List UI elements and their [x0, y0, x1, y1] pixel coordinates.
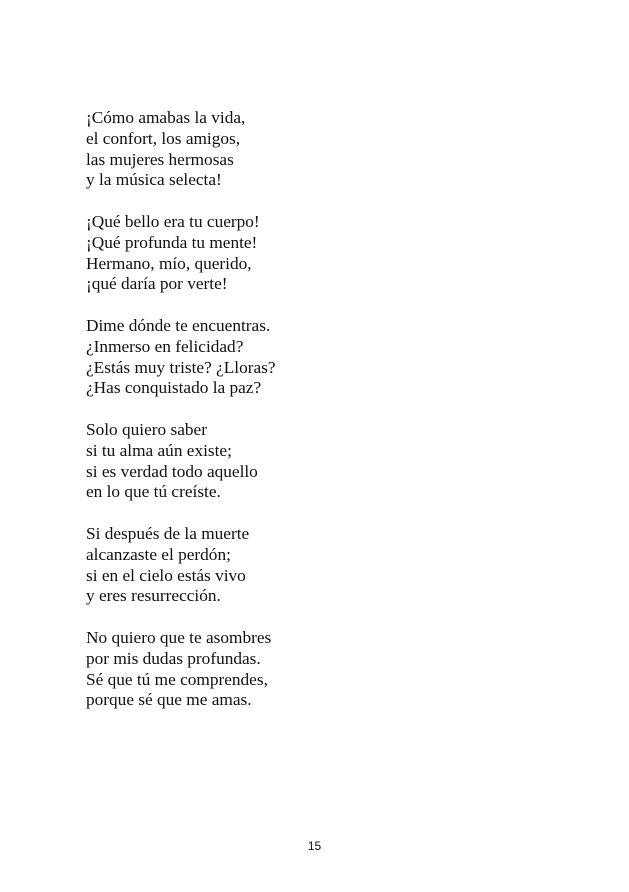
poem-line: ¿Estás muy triste? ¿Lloras? — [86, 357, 276, 377]
poem-line: las mujeres hermosas — [86, 149, 234, 169]
poem-line: ¿Inmerso en felicidad? — [86, 336, 244, 356]
poem-line: si en el cielo estás vivo — [86, 565, 246, 585]
stanza-1 — [86, 108, 546, 191]
poem-line: ¡Cómo amabas la vida, — [86, 108, 246, 127]
poem-line: y eres resurrección. — [86, 586, 221, 606]
poem-line: Solo quiero saber — [86, 419, 207, 439]
poem-line: por mis dudas profundas. — [86, 648, 261, 668]
poem-body — [86, 108, 546, 732]
poem-line: ¡Qué bello era tu cuerpo! — [86, 211, 260, 231]
poem-line: No quiero que te asombres — [86, 627, 272, 647]
stanza-2 — [86, 212, 546, 295]
poem-line: y la música selecta! — [86, 170, 222, 190]
poem-line: si tu alma aún existe; — [86, 440, 232, 460]
page-number: 15 — [307, 839, 322, 853]
poem-line: alcanzaste el perdón; — [86, 544, 231, 564]
poem-line: porque sé que me amas. — [86, 690, 252, 710]
poem-line: Si después de la muerte — [86, 523, 250, 543]
poem-line: Hermano, mío, querido, — [86, 253, 252, 273]
stanza-6 — [86, 628, 546, 711]
poem-line: en lo que tú creíste. — [86, 482, 221, 502]
stanza-3 — [86, 316, 546, 399]
poem-line: Dime dónde te encuentras. — [86, 315, 271, 335]
poem-line: el confort, los amigos, — [86, 128, 241, 148]
poem-line: ¡Qué profunda tu mente! — [86, 232, 258, 252]
poem-line: si es verdad todo aquello — [86, 461, 258, 481]
stanza-4 — [86, 420, 546, 503]
poem-line: Sé que tú me comprendes, — [86, 669, 268, 689]
poem-line: ¿Has conquistado la paz? — [86, 378, 262, 398]
poem-line: ¡qué daría por verte! — [86, 274, 228, 294]
stanza-5 — [86, 524, 546, 607]
